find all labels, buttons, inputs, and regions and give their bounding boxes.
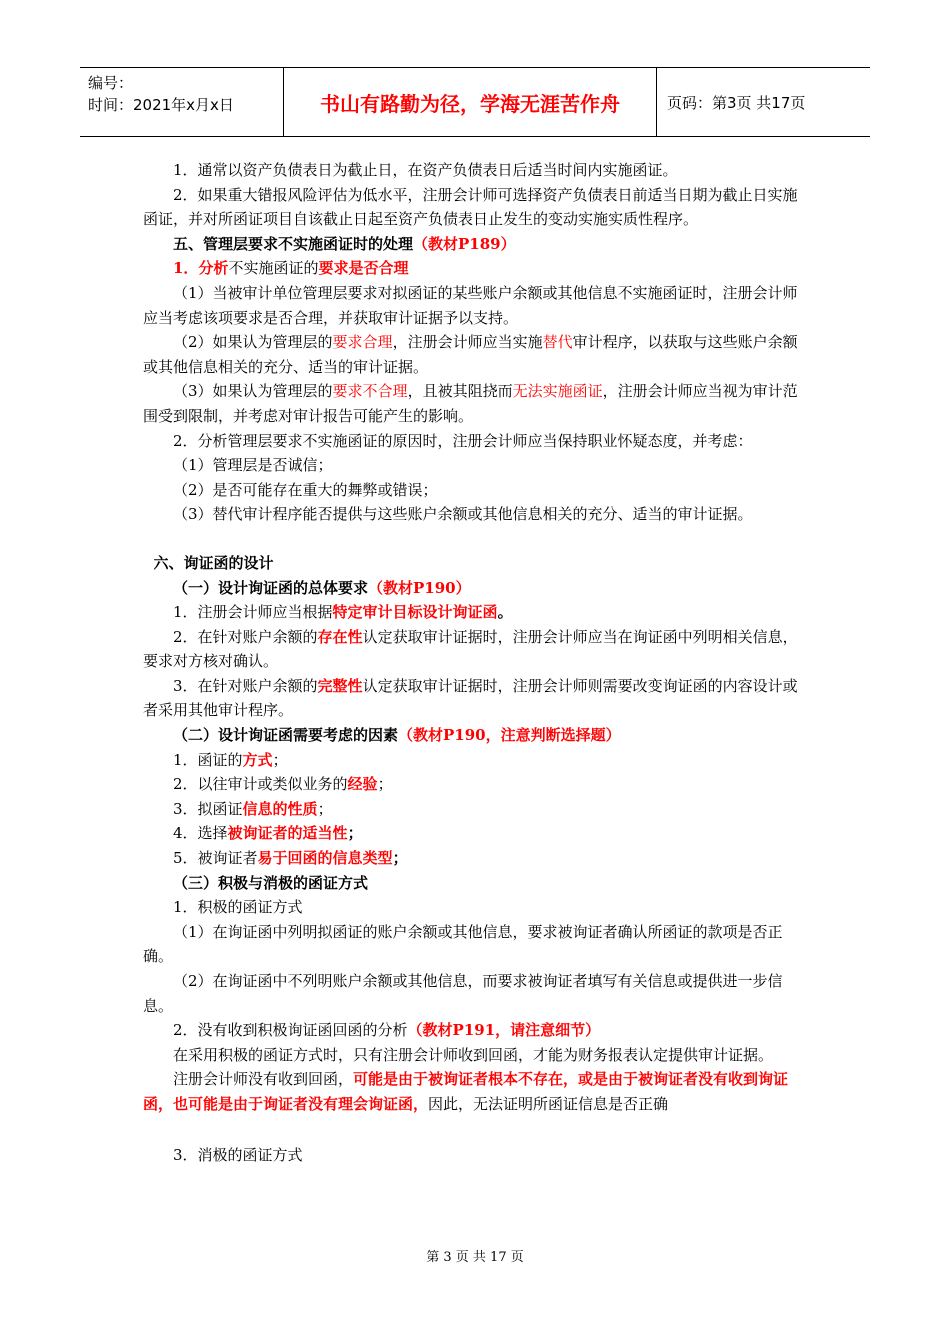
paragraph	[143, 1018, 811, 1043]
text-run: 注册会计师没有收到回函，	[173, 1070, 354, 1089]
text-run: 5．被询证者	[173, 849, 258, 868]
text-run: （2）如果认为管理层的	[173, 333, 333, 352]
paragraph	[143, 625, 811, 674]
paragraph: 在采用积极的函证方式时，只有注册会计师收到回函，才能为财务报表认定提供审计证据。	[173, 1045, 774, 1064]
text-run: 。	[497, 603, 513, 622]
subsection-heading: （三）积极与消极的函证方式	[173, 873, 369, 892]
paragraph: 1．积极的函证方式	[173, 898, 303, 917]
paragraph: （1）在询证函中列明拟函证的账户余额或其他信息，要求被询证者确认所函证的款项是否正确。	[143, 922, 783, 966]
list-item: （2）是否可能存在重大的舞弊或错误；	[173, 480, 438, 499]
highlight-text: 完整性	[317, 676, 363, 695]
paragraph	[143, 674, 811, 723]
text-run: 认定获取审计证据时，注册会计师应当在询证函中列明相关信息，要求对方核对确认。	[143, 627, 798, 671]
highlight-text: 要求不合理	[332, 382, 408, 401]
text-run: ；	[377, 775, 393, 794]
heading-text: （一）设计询证函的总体要求	[173, 578, 369, 597]
paragraph	[143, 600, 811, 625]
paragraph: （1）当被审计单位管理层要求对拟函证的某些账户余额或其他信息不实施函证时，注册会计师应当考虑该项要求是否合理，并获取审计证据予以支持。	[143, 283, 798, 327]
text-run: ，注册会计师应当实施	[392, 333, 543, 352]
highlight-text: 存在性	[317, 627, 363, 646]
subsection-heading	[143, 723, 811, 748]
paragraph: 3．消极的函证方式	[173, 1145, 303, 1164]
spacer	[143, 1117, 811, 1143]
section-heading: 六、询证函的设计	[153, 553, 274, 572]
text-run: 因此，无法证明所函证信息是否正确	[428, 1094, 669, 1113]
page-header	[80, 67, 870, 137]
text-run: 3．拟函证	[173, 799, 243, 818]
text-run: 要求是否合理	[318, 259, 409, 278]
paragraph: （2）在询证函中不列明账户余额或其他信息，而要求被询证者填写有关信息或提供进一步信息。	[143, 972, 783, 1015]
highlight-text: 无法实施函证	[512, 382, 603, 401]
list-item: （3）替代审计程序能否提供与这些账户余额或其他信息相关的充分、适当的审计证据。	[173, 505, 753, 524]
text-run: ，且被其阻挠而	[407, 382, 513, 401]
textbook-ref: （教材P189）	[413, 234, 516, 253]
header-meta	[80, 68, 283, 136]
subsection-heading	[143, 576, 811, 601]
text-run: 审计程序，以获取与这些账户余额或其他信息相关的充分、适当的审计证据。	[143, 333, 798, 376]
list-item	[143, 821, 811, 846]
text-run: 2．在针对账户余额的	[173, 627, 318, 646]
text-run: ；	[347, 824, 363, 843]
text-run: 3．在针对账户余额的	[173, 676, 318, 695]
document-body	[143, 158, 811, 1167]
list-item: （1）管理层是否诚信；	[173, 456, 333, 475]
text-run: （3）如果认为管理层的	[173, 382, 333, 401]
highlight-text: 被询证者的适当性	[227, 824, 348, 843]
text-run: 不实施函证的	[228, 259, 319, 278]
paragraph: 2．分析管理层要求不实施函证的原因时，注册会计师应当保持职业怀疑态度，并考虑：	[173, 431, 753, 450]
highlight-text: 可能是由于被询证者根本不存在，或是由于被询证者没有收到询证函，也可能是由于询证者没有理会询证函，	[143, 1070, 789, 1113]
list-item	[143, 748, 811, 773]
text-run: ；	[392, 849, 408, 868]
doc-number-label: 编号：	[88, 74, 134, 92]
highlight-text: 经验	[347, 775, 378, 794]
text-run: 1．分析	[173, 259, 229, 278]
paragraph: 2．如果重大错报风险评估为低水平，注册会计师可选择资产负债表日前适当日期为截止日实施函证，并对所函证项目自该截止日起至资产负债表日止发生的变动实施实质性程序。	[143, 185, 798, 229]
paragraph	[143, 1067, 811, 1116]
text-run: 认定获取审计证据时，注册会计师则需要改变询证函的内容设计或者采用其他审计程序。	[143, 676, 798, 720]
highlight-text: 特定审计目标设计询证函	[332, 603, 498, 622]
doc-time-label: 时间：2021年x月x日	[88, 96, 234, 114]
header-motto: 书山有路勤为径，学海无涯苦作舟	[283, 68, 657, 136]
section-heading	[143, 232, 811, 257]
text-run: 4．选择	[173, 824, 228, 843]
highlight-text: 信息的性质	[242, 799, 318, 818]
text-run: ；	[272, 750, 288, 769]
text-run: ；	[317, 799, 333, 818]
textbook-ref: （教材P190，注意判断选择题）	[398, 726, 621, 745]
header-page-info: 页码：第3页 共17页	[667, 93, 806, 112]
textbook-ref: （教材P190）	[368, 578, 471, 597]
text-run: 2．以往审计或类似业务的	[173, 775, 348, 794]
heading-text: （二）设计询证函需要考虑的因素	[173, 726, 399, 745]
list-item	[143, 772, 811, 797]
paragraph: 1．通常以资产负债表日为截止日，在资产负债表日后适当时间内实施函证。	[173, 161, 678, 179]
text-run: 1．函证的	[173, 750, 243, 769]
highlight-text: 替代	[542, 333, 573, 352]
list-item	[143, 797, 811, 822]
highlight-text: 方式	[242, 750, 273, 769]
paragraph	[143, 256, 811, 281]
text-run: 1．注册会计师应当根据	[173, 603, 333, 622]
highlight-text: 要求合理	[332, 333, 393, 352]
textbook-ref: （教材P191，请注意细节）	[407, 1021, 601, 1040]
text-run: 2．没有收到积极询证函回函的分析	[173, 1021, 408, 1040]
highlight-text: 易于回函的信息类型	[257, 849, 393, 868]
heading-text: 五、管理层要求不实施函证时的处理	[173, 234, 414, 253]
paragraph	[143, 330, 811, 379]
paragraph	[143, 379, 811, 428]
text-run: ，注册会计师应当视为审计范围受到限制，并考虑对审计报告可能产生的影响。	[143, 382, 798, 425]
spacer	[143, 527, 811, 551]
page-footer: 第 3 页 共 17 页	[426, 1250, 524, 1265]
list-item	[143, 846, 811, 871]
